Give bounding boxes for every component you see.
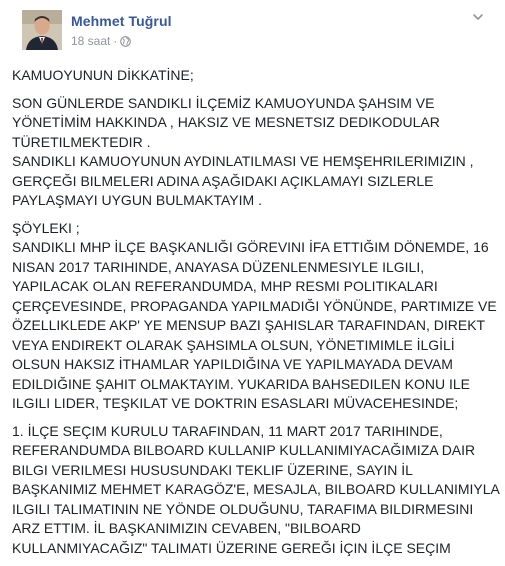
post-body [12,66,500,566]
post-timestamp[interactable]: 18 saat [71,34,111,48]
post-line: TÜRETILMEKTEDIR . [12,133,151,150]
post-paragraph [12,94,496,211]
post-line: REFERANDUMDA BILBOARD KULLANIP KULLANIMIYACAĞIMIZA DAIR [12,442,476,458]
author-name[interactable]: Mehmet Tuğrul [71,13,172,29]
post-line: YAPILACAK OLAN REFERANDUMDA, MHP RESMI POLITIKALARI [12,278,438,294]
post-line: ÖZELLIKLEDE AKP' YE MENSUP BAZI ŞAHISLAR TARAFINDAN, DIREKT [12,317,486,333]
globe-icon [120,36,131,47]
post-meta [71,34,131,48]
post-line: YÖNETİMİM HAKKINDA , HAKSIZ VE MESNETSIZ DEDIKODULAR [12,114,440,130]
post-line: KULLANMIYACAĞIZ" TALIMATI ÜZERINE GEREĞI İÇIN İLÇE SEÇIM [12,539,451,556]
post-line: EDILDIĞINE ŞAHIT OLMAKTAYIM. YUKARIDA BAHSEDILEN KONU ILE [12,375,470,392]
post-line: ŞÖYLEKI ; [12,219,80,236]
meta-separator: · [113,34,118,48]
post-line: BAŞKANIMIZ MEHMET KARAGÖZ'E, MESAJLA, BILBOARD KULLANIMIYLA [12,481,500,497]
post-line: BILGI VERILMESI HUSUSUNDAKI TEKLIF ÜZERINE, SAYIN İL [12,461,413,478]
post-line: PAYLAŞMAYI UYGUN BULMAKTAYIM . [12,192,262,208]
post-paragraph [12,422,500,559]
post-line: ÇERÇEVESINDE, PROPAGANDA YAPILMADIĞI YÖNÜNDE, PARTIMIZE VE [12,297,497,314]
profile-photo-icon [22,10,62,50]
post-line: ILGILI TALIMATININ NE YÖNDE OLDUĞUNU, TARAFIMA BILDIRMESINI [12,500,474,517]
post-line: OLSUN HAKSIZ İTHAMLAR YAPILDIĞINA VE YAPILMAYADA DEVAM [12,356,453,372]
post-line: NISAN 2017 TARIHINDE, ANAYASA DÜZENLENMESIYLE ILGILI, [12,258,425,275]
post-line: SANDIKLI MHP İLÇE BAŞKANLIĞI GÖREVINI İFA ETTIĞIM DÖNEMDE, 16 [12,239,489,255]
post-line: 1. İLÇE SEÇIM KURULU TARAFINDAN, 11 MART 2017 TARIHINDE, [12,422,443,439]
post-line: GERÇEĞI BILMELERI ADINA AŞAĞIDAKI AÇIKLAMAYI SIZLERLE [12,172,434,189]
post-line: ARZ ETTIM. İL BAŞKANIMIZIN CEVABEN, "BILBOARD [12,520,361,536]
post-line: SON GÜNLERDE SANDIKLI İLÇEMİZ KAMUOYUNDA ŞAHSIM VE [12,94,435,111]
post-paragraph [12,219,496,414]
post-header [12,0,493,60]
post-line: ILGILI LIDER, TEŞKILAT VE DOKTRIN ESASLARI MÜVACEHESINDE; [12,395,459,411]
post-paragraph [12,66,496,86]
chevron-down-icon[interactable] [471,10,485,24]
author-avatar[interactable] [22,10,62,50]
post-line: KAMUOYUNUN DİKKATİNE; [12,67,194,83]
post-line: SANDIKLI KAMUOYUNUN AYDINLATILMASI VE HEMŞEHRILERIMIZIN , [12,153,474,169]
post-line: VEYA ENDIREKT OLARAK ŞAHSIMLA OLSUN, YÖNETIMIMLE İLGİLİ [12,336,455,353]
